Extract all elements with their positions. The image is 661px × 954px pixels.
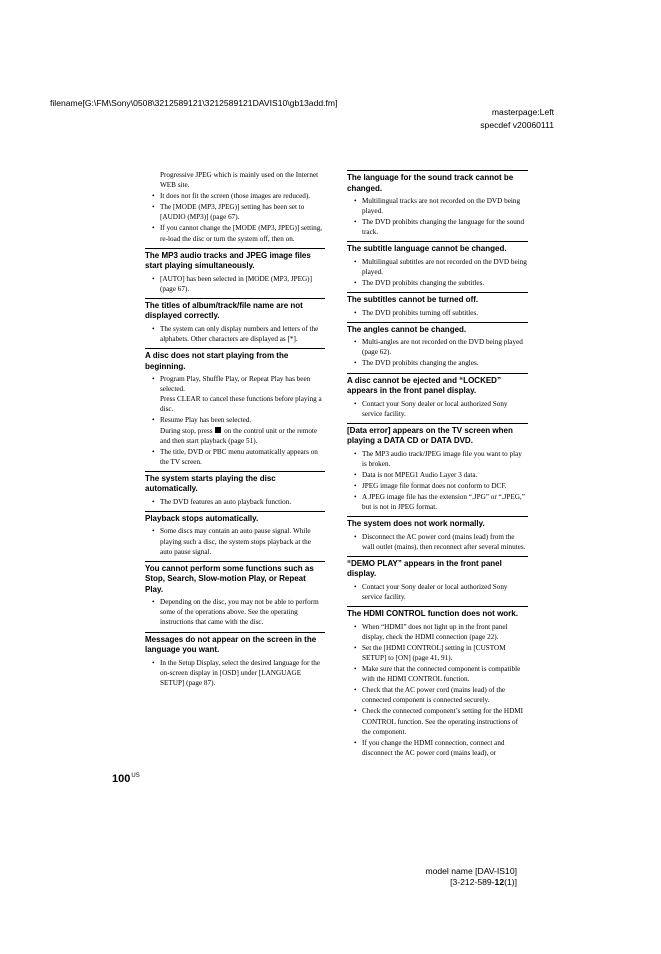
section-titles-not-displayed bbox=[145, 298, 325, 344]
stop-icon bbox=[215, 427, 221, 433]
list-item: • Check the connected component’s setting for the HDMI CONTROL function. See the operating instructions of the component. bbox=[347, 706, 528, 736]
specdef-label: specdef v20060111 bbox=[480, 120, 554, 130]
page-number-value: 100 bbox=[112, 773, 131, 785]
list-item: • The system can only display numbers and letters of the alphabets. Other characters are displayed as [*]. bbox=[145, 324, 325, 344]
section-data-error bbox=[347, 423, 528, 513]
part-code-suffix: (1)] bbox=[504, 877, 517, 887]
section-angles bbox=[347, 322, 528, 369]
list-item: • Multi-angles are not recorded on the DVD being played (page 62). bbox=[347, 337, 528, 357]
section-starts-automatically bbox=[145, 471, 325, 507]
list-item: • The [MODE (MP3, JPEG)] setting has been set to [AUDIO (MP3)] (page 67). bbox=[145, 202, 325, 222]
list-item: • The DVD prohibits turning off subtitles. bbox=[347, 308, 528, 318]
part-code-bold: 12 bbox=[494, 877, 505, 887]
section-heading: The titles of album/track/file name are not displayed correctly. bbox=[145, 298, 325, 322]
section-heading: The system does not work normally. bbox=[347, 516, 528, 530]
list-item: • A JPEG image file has the extension “.JPG” or “.JPEG,” but is not in JPEG format. bbox=[347, 492, 528, 512]
page-number bbox=[112, 773, 140, 785]
list-item: • The DVD prohibits changing the subtitles. bbox=[347, 278, 528, 288]
list-item: • Multilingual subtitles are not recorded on the DVD being played. bbox=[347, 257, 528, 277]
list-item: • If you cannot change the [MODE (MP3, JPEG)] setting, re-load the disc or turn the system off, then on. bbox=[145, 223, 325, 243]
list-item: • The MP3 audio track/JPEG image file you want to play is broken. bbox=[347, 449, 528, 469]
footer-model-info bbox=[425, 866, 517, 888]
list-item: • Some discs may contain an auto pause signal. While playing such a disc, the system stops playback at the auto pause signal. bbox=[145, 526, 325, 556]
list-item-text: Program Play, Shuffle Play, or Repeat Play has been selected. bbox=[160, 375, 311, 394]
list-item: • Depending on the disc, you may not be able to perform some of the operations above. See the operating instructions that came with the disc. bbox=[145, 597, 325, 627]
list-item: • [AUTO] has been selected in [MODE (MP3, JPEG)] (page 67). bbox=[145, 274, 325, 294]
list-item: • If you change the HDMI connection, connect and disconnect the AC power cord (mains lead), or bbox=[347, 738, 528, 758]
section-heading: [Data error] appears on the TV screen when playing a DATA CD or DATA DVD. bbox=[347, 423, 528, 447]
section-heading: The angles cannot be changed. bbox=[347, 322, 528, 336]
section-heading: A disc does not start playing from the beginning. bbox=[145, 348, 325, 372]
header-filename: filename[G:\FM\Sony\0508\3212589121\3212589121DAVIS10\gb13add.fm] bbox=[50, 98, 338, 108]
section-heading: You cannot perform some functions such as Stop, Search, Slow-motion Play, or Repeat Play. bbox=[145, 561, 325, 596]
section-mp3-jpeg-simultaneous bbox=[145, 248, 325, 294]
section-heading: The language for the sound track cannot be changed. bbox=[347, 170, 528, 194]
part-code bbox=[425, 877, 517, 888]
section-heading: Messages do not appear on the screen in the language you want. bbox=[145, 632, 325, 656]
left-column bbox=[145, 170, 325, 692]
continuation-list bbox=[145, 170, 325, 244]
section-soundtrack-language bbox=[347, 170, 528, 237]
section-heading: “DEMO PLAY” appears in the front panel display. bbox=[347, 556, 528, 580]
list-item bbox=[145, 415, 325, 445]
list-item: • The DVD features an auto playback function. bbox=[145, 497, 325, 507]
list-item-text: Resume Play has been selected. bbox=[160, 416, 252, 425]
section-heading: The subtitle language cannot be changed. bbox=[347, 241, 528, 255]
section-not-from-beginning bbox=[145, 348, 325, 467]
section-locked bbox=[347, 373, 528, 419]
list-item-text: During stop, press bbox=[160, 426, 213, 435]
list-item: • Make sure that the connected component is compatible with the HDMI CONTROL function. bbox=[347, 664, 528, 684]
header-masterpage bbox=[480, 107, 554, 133]
list-item: • Data is not MPEG1 Audio Layer 3 data. bbox=[347, 470, 528, 480]
section-demo-play bbox=[347, 556, 528, 602]
list-item: • It does not fit the screen (those images are reduced). bbox=[145, 191, 325, 201]
section-heading: The subtitles cannot be turned off. bbox=[347, 292, 528, 306]
masterpage-label: masterpage:Left bbox=[491, 107, 554, 117]
section-messages-language bbox=[145, 632, 325, 688]
section-heading: Playback stops automatically. bbox=[145, 511, 325, 525]
list-item: • Contact your Sony dealer or local authorized Sony service facility. bbox=[347, 399, 528, 419]
list-item-text: on the control unit or the remote and then start playback (page 51). bbox=[160, 426, 318, 445]
section-heading: A disc cannot be ejected and “LOCKED” appears in the front panel display. bbox=[347, 373, 528, 397]
section-heading: The HDMI CONTROL function does not work. bbox=[347, 606, 528, 620]
list-item: • When “HDMI” does not light up in the front panel display, check the HDMI connection (page 22). bbox=[347, 622, 528, 642]
list-item-text: Press CLEAR to cancel these functions before playing a disc. bbox=[160, 395, 322, 414]
list-item: • Check that the AC power cord (mains lead) of the connected component is connected securely. bbox=[347, 685, 528, 705]
part-code-prefix: [3-212-589- bbox=[450, 877, 495, 887]
list-item: • The DVD prohibits changing the angles. bbox=[347, 358, 528, 368]
section-hdmi-control bbox=[347, 606, 528, 758]
section-heading: The MP3 audio tracks and JPEG image files start playing simultaneously. bbox=[145, 248, 325, 272]
section-stops-automatically bbox=[145, 511, 325, 557]
list-item bbox=[145, 374, 325, 414]
section-functions-unavailable bbox=[145, 561, 325, 628]
list-item: • Disconnect the AC power cord (mains lead) from the wall outlet (mains), then reconnect after several minutes. bbox=[347, 532, 528, 552]
section-subtitles-off bbox=[347, 292, 528, 318]
list-item: • The title, DVD or PBC menu automatically appears on the TV screen. bbox=[145, 447, 325, 467]
list-item: Progressive JPEG which is mainly used on the Internet WEB site. bbox=[160, 171, 319, 190]
section-heading: The system starts playing the disc automatically. bbox=[145, 471, 325, 495]
right-column bbox=[347, 170, 528, 762]
list-item: • The DVD prohibits changing the language for the sound track. bbox=[347, 217, 528, 237]
list-item: • Set the [HDMI CONTROL] setting in [CUSTOM SETUP] to [ON] (page 41, 91). bbox=[347, 643, 528, 663]
section-subtitle-language bbox=[347, 241, 528, 288]
model-name: model name [DAV-IS10] bbox=[425, 866, 517, 876]
list-item: • In the Setup Display, select the desired language for the on-screen display in [OSD] under [LANGUAGE SETUP] (page 87). bbox=[145, 658, 325, 688]
section-not-normal bbox=[347, 516, 528, 552]
list-item: • JPEG image file format does not conform to DCF. bbox=[347, 481, 528, 491]
page-number-suffix: US bbox=[131, 773, 140, 779]
list-item: • Multilingual tracks are not recorded on the DVD being played. bbox=[347, 196, 528, 216]
list-item: • Contact your Sony dealer or local authorized Sony service facility. bbox=[347, 582, 528, 602]
